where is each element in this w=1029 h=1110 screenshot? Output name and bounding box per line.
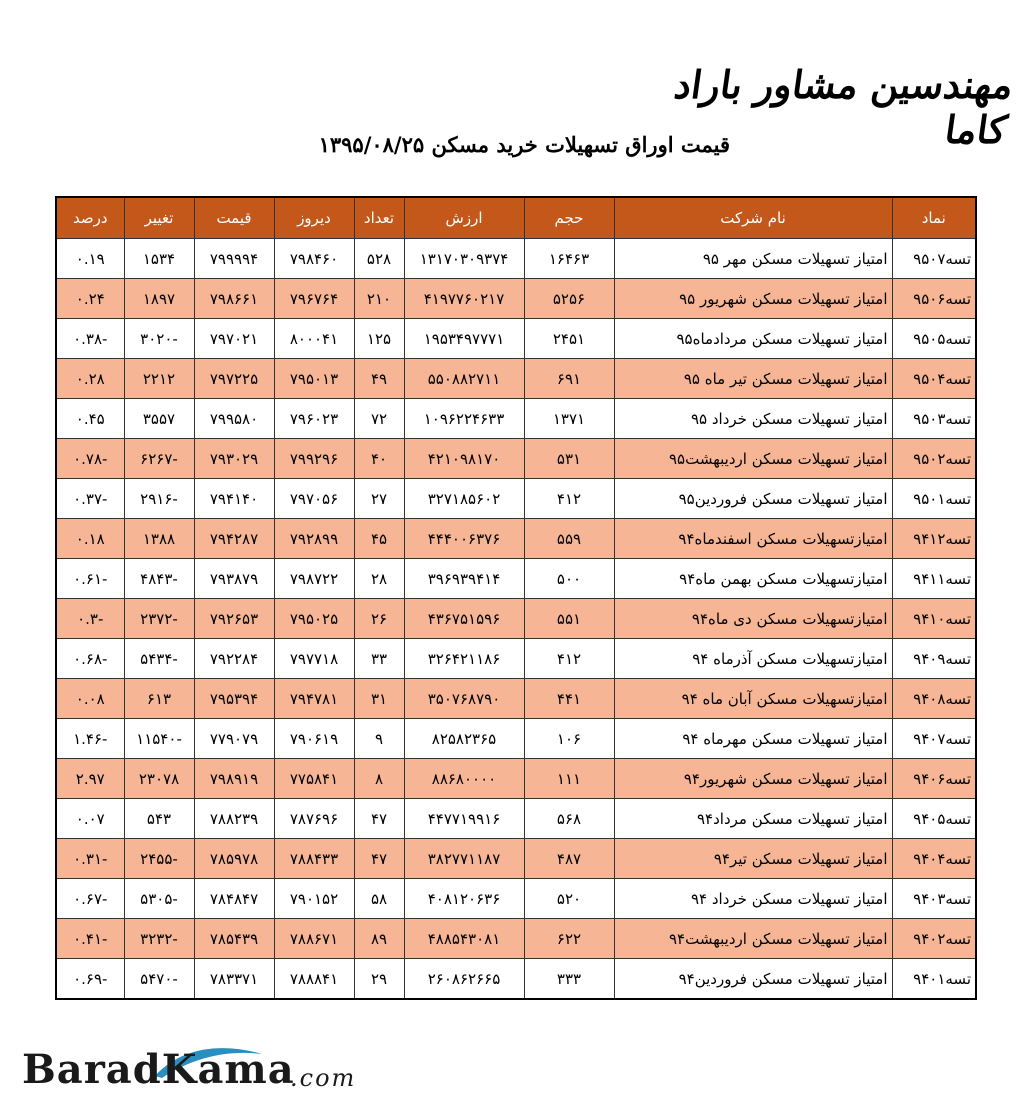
yesterday-cell: ۷۸۷۶۹۶ — [274, 799, 354, 839]
table-row — [56, 919, 976, 959]
percent-cell: -۰.۳ — [56, 599, 124, 639]
change-cell: -۱۱۵۴۰ — [124, 719, 194, 759]
price-cell: ۷۹۹۹۹۴ — [194, 239, 274, 279]
price-cell: ۷۸۳۳۷۱ — [194, 959, 274, 1000]
count-cell: ۳۳ — [354, 639, 404, 679]
percent-cell: -۰.۶۹ — [56, 959, 124, 1000]
volume-cell: ۳۳۳ — [524, 959, 614, 1000]
value-cell: ۴۲۱۰۹۸۱۷۰ — [404, 439, 524, 479]
table-row — [56, 519, 976, 559]
volume-cell: ۴۴۱ — [524, 679, 614, 719]
table-row — [56, 319, 976, 359]
yesterday-cell: ۷۹۴۷۸۱ — [274, 679, 354, 719]
table-row — [56, 799, 976, 839]
yesterday-cell: ۷۸۸۸۴۱ — [274, 959, 354, 1000]
count-cell: ۲۶ — [354, 599, 404, 639]
volume-cell: ۲۴۵۱ — [524, 319, 614, 359]
count-cell: ۴۹ — [354, 359, 404, 399]
price-cell: ۷۹۵۳۹۴ — [194, 679, 274, 719]
yesterday-cell: ۷۹۲۸۹۹ — [274, 519, 354, 559]
percent-cell: ۰.۲۸ — [56, 359, 124, 399]
count-cell: ۵۲۸ — [354, 239, 404, 279]
column-header: درصد — [56, 197, 124, 239]
value-cell: ۳۹۶۹۳۹۴۱۴ — [404, 559, 524, 599]
volume-cell: ۱۳۷۱ — [524, 399, 614, 439]
table-row — [56, 479, 976, 519]
change-cell: -۲۴۵۵ — [124, 839, 194, 879]
table-row — [56, 559, 976, 599]
symbol-cell: تسه۹۵۰۵ — [892, 319, 976, 359]
percent-cell: ۰.۰۷ — [56, 799, 124, 839]
logo-domain: .com — [290, 1064, 357, 1092]
table-row — [56, 679, 976, 719]
symbol-cell: تسه۹۴۱۰ — [892, 599, 976, 639]
price-cell: ۷۹۷۲۲۵ — [194, 359, 274, 399]
name-cell: امتیازتسهیلات مسکن اسفندماه۹۴ — [614, 519, 892, 559]
value-cell: ۴۱۹۷۷۶۰۲۱۷ — [404, 279, 524, 319]
name-cell: امتیاز تسهیلات مسکن فروردین۹۵ — [614, 479, 892, 519]
percent-cell: -۰.۶۱ — [56, 559, 124, 599]
price-cell: ۷۹۴۲۸۷ — [194, 519, 274, 559]
change-cell: ۳۵۵۷ — [124, 399, 194, 439]
value-cell: ۳۸۲۷۷۱۱۸۷ — [404, 839, 524, 879]
percent-cell: -۰.۳۱ — [56, 839, 124, 879]
price-cell: ۷۹۲۶۵۳ — [194, 599, 274, 639]
table-row — [56, 879, 976, 919]
name-cell: امتیاز تسهیلات مسکن مهرماه ۹۴ — [614, 719, 892, 759]
count-cell: ۳۱ — [354, 679, 404, 719]
value-cell: ۳۵۰۷۶۸۷۹۰ — [404, 679, 524, 719]
table-row — [56, 599, 976, 639]
yesterday-cell: ۸۰۰۰۴۱ — [274, 319, 354, 359]
percent-cell: -۱.۴۶ — [56, 719, 124, 759]
symbol-cell: تسه۹۴۰۵ — [892, 799, 976, 839]
price-cell: ۷۹۴۱۴۰ — [194, 479, 274, 519]
change-cell: -۲۳۷۲ — [124, 599, 194, 639]
price-cell: ۷۸۴۸۴۷ — [194, 879, 274, 919]
volume-cell: ۴۸۷ — [524, 839, 614, 879]
column-header: حجم — [524, 197, 614, 239]
volume-cell: ۶۹۱ — [524, 359, 614, 399]
count-cell: ۴۷ — [354, 839, 404, 879]
column-header: ارزش — [404, 197, 524, 239]
yesterday-cell: ۷۸۸۶۷۱ — [274, 919, 354, 959]
volume-cell: ۵۵۱ — [524, 599, 614, 639]
name-cell: امتیاز تسهیلات مسکن خرداد ۹۴ — [614, 879, 892, 919]
count-cell: ۴۰ — [354, 439, 404, 479]
column-header: تغییر — [124, 197, 194, 239]
value-cell: ۵۵۰۸۸۲۷۱۱ — [404, 359, 524, 399]
page-title: قیمت اوراق تسهیلات خرید مسکن ۱۳۹۵/۰۸/۲۵ — [318, 132, 730, 157]
percent-cell: -۰.۴۱ — [56, 919, 124, 959]
value-cell: ۸۲۵۸۲۳۶۵ — [404, 719, 524, 759]
symbol-cell: تسه۹۵۰۳ — [892, 399, 976, 439]
price-cell: ۷۸۵۹۷۸ — [194, 839, 274, 879]
table-row — [56, 439, 976, 479]
value-cell: ۴۴۴۰۰۶۳۷۶ — [404, 519, 524, 559]
yesterday-cell: ۷۹۶۷۶۴ — [274, 279, 354, 319]
change-cell: ۲۳۰۷۸ — [124, 759, 194, 799]
volume-cell: ۱۶۴۶۳ — [524, 239, 614, 279]
value-cell: ۴۸۸۵۴۳۰۸۱ — [404, 919, 524, 959]
volume-cell: ۱۱۱ — [524, 759, 614, 799]
volume-cell: ۵۳۱ — [524, 439, 614, 479]
value-cell: ۲۶۰۸۶۲۶۶۵ — [404, 959, 524, 1000]
percent-cell: -۰.۷۸ — [56, 439, 124, 479]
percent-cell: -۰.۶۸ — [56, 639, 124, 679]
baradkama-logo — [22, 1046, 362, 1096]
yesterday-cell: ۷۸۸۴۳۳ — [274, 839, 354, 879]
name-cell: امتیاز تسهیلات مسکن اردیبهشت۹۴ — [614, 919, 892, 959]
value-cell: ۱۳۱۷۰۳۰۹۳۷۴ — [404, 239, 524, 279]
value-cell: ۳۲۶۴۲۱۱۸۶ — [404, 639, 524, 679]
value-cell: ۸۸۶۸۰۰۰۰ — [404, 759, 524, 799]
yesterday-cell: ۷۹۸۴۶۰ — [274, 239, 354, 279]
change-cell: ۱۵۳۴ — [124, 239, 194, 279]
volume-cell: ۱۰۶ — [524, 719, 614, 759]
count-cell: ۴۷ — [354, 799, 404, 839]
percent-cell: -۰.۶۷ — [56, 879, 124, 919]
volume-cell: ۶۲۲ — [524, 919, 614, 959]
column-header: دیروز — [274, 197, 354, 239]
percent-cell: ۰.۰۸ — [56, 679, 124, 719]
table-row — [56, 639, 976, 679]
count-cell: ۲۸ — [354, 559, 404, 599]
table-row — [56, 279, 976, 319]
count-cell: ۲۷ — [354, 479, 404, 519]
table-body — [56, 239, 976, 1000]
count-cell: ۲۹ — [354, 959, 404, 1000]
price-cell: ۷۹۷۰۲۱ — [194, 319, 274, 359]
table-header-row — [56, 197, 976, 239]
count-cell: ۴۵ — [354, 519, 404, 559]
volume-cell: ۴۱۲ — [524, 639, 614, 679]
table-row — [56, 959, 976, 1000]
change-cell: -۳۲۳۲ — [124, 919, 194, 959]
yesterday-cell: ۷۹۷۷۱۸ — [274, 639, 354, 679]
change-cell: -۳۰۲۰ — [124, 319, 194, 359]
symbol-cell: تسه۹۴۰۳ — [892, 879, 976, 919]
percent-cell: ۰.۴۵ — [56, 399, 124, 439]
yesterday-cell: ۷۹۹۲۹۶ — [274, 439, 354, 479]
volume-cell: ۵۰۰ — [524, 559, 614, 599]
change-cell: -۴۸۴۳ — [124, 559, 194, 599]
name-cell: امتیازتسهیلات مسکن آذرماه ۹۴ — [614, 639, 892, 679]
price-cell: ۷۸۵۴۳۹ — [194, 919, 274, 959]
symbol-cell: تسه۹۴۰۹ — [892, 639, 976, 679]
change-cell: -۶۲۶۷ — [124, 439, 194, 479]
symbol-cell: تسه۹۴۱۲ — [892, 519, 976, 559]
change-cell: ۶۱۳ — [124, 679, 194, 719]
price-table — [55, 196, 977, 1000]
yesterday-cell: ۷۹۰۶۱۹ — [274, 719, 354, 759]
yesterday-cell: ۷۹۶۰۲۳ — [274, 399, 354, 439]
change-cell: ۵۴۳ — [124, 799, 194, 839]
symbol-cell: تسه۹۴۰۸ — [892, 679, 976, 719]
value-cell: ۴۳۶۷۵۱۵۹۶ — [404, 599, 524, 639]
change-cell: ۱۸۹۷ — [124, 279, 194, 319]
name-cell: امتیازتسهیلات مسکن بهمن ماه۹۴ — [614, 559, 892, 599]
change-cell: -۵۳۰۵ — [124, 879, 194, 919]
value-cell: ۱۰۹۶۲۲۴۶۳۳ — [404, 399, 524, 439]
name-cell: امتیاز تسهیلات مسکن مردادماه۹۵ — [614, 319, 892, 359]
price-cell: ۷۹۸۶۶۱ — [194, 279, 274, 319]
change-cell: ۲۲۱۲ — [124, 359, 194, 399]
count-cell: ۹ — [354, 719, 404, 759]
value-cell: ۱۹۵۳۴۹۷۷۷۱ — [404, 319, 524, 359]
percent-cell: ۰.۱۸ — [56, 519, 124, 559]
change-cell: ۱۳۸۸ — [124, 519, 194, 559]
name-cell: امتیاز تسهیلات مسکن فروردین۹۴ — [614, 959, 892, 1000]
count-cell: ۵۸ — [354, 879, 404, 919]
yesterday-cell: ۷۷۵۸۴۱ — [274, 759, 354, 799]
symbol-cell: تسه۹۵۰۶ — [892, 279, 976, 319]
volume-cell: ۵۲۰ — [524, 879, 614, 919]
percent-cell: ۰.۲۴ — [56, 279, 124, 319]
count-cell: ۱۲۵ — [354, 319, 404, 359]
name-cell: امتیاز تسهیلات مسکن تیر ماه ۹۵ — [614, 359, 892, 399]
symbol-cell: تسه۹۴۱۱ — [892, 559, 976, 599]
symbol-cell: تسه۹۵۰۴ — [892, 359, 976, 399]
name-cell: امتیازتسهیلات مسکن دی ماه۹۴ — [614, 599, 892, 639]
symbol-cell: تسه۹۴۰۲ — [892, 919, 976, 959]
name-cell: امتیاز تسهیلات مسکن شهریور۹۴ — [614, 759, 892, 799]
brand-title: مهندسین مشاور باراد کاما — [671, 62, 1017, 152]
price-cell: ۷۹۳۸۷۹ — [194, 559, 274, 599]
change-cell: -۵۴۷۰ — [124, 959, 194, 1000]
name-cell: امتیاز تسهیلات مسکن خرداد ۹۵ — [614, 399, 892, 439]
price-cell: ۷۹۳۰۲۹ — [194, 439, 274, 479]
symbol-cell: تسه۹۴۰۱ — [892, 959, 976, 1000]
value-cell: ۳۲۷۱۸۵۶۰۲ — [404, 479, 524, 519]
volume-cell: ۵۵۹ — [524, 519, 614, 559]
symbol-cell: تسه۹۴۰۶ — [892, 759, 976, 799]
count-cell: ۲۱۰ — [354, 279, 404, 319]
symbol-cell: تسه۹۴۰۷ — [892, 719, 976, 759]
price-cell: ۷۹۸۹۱۹ — [194, 759, 274, 799]
symbol-cell: تسه۹۴۰۴ — [892, 839, 976, 879]
column-header: تعداد — [354, 197, 404, 239]
price-cell: ۷۹۹۵۸۰ — [194, 399, 274, 439]
count-cell: ۸ — [354, 759, 404, 799]
table-row — [56, 759, 976, 799]
logo-text: BaradKama — [22, 1046, 295, 1093]
price-cell: ۷۹۲۲۸۴ — [194, 639, 274, 679]
name-cell: امتیاز تسهیلات مسکن اردیبهشت۹۵ — [614, 439, 892, 479]
table-row — [56, 719, 976, 759]
yesterday-cell: ۷۹۵۰۲۵ — [274, 599, 354, 639]
percent-cell: -۰.۳۸ — [56, 319, 124, 359]
volume-cell: ۴۱۲ — [524, 479, 614, 519]
yesterday-cell: ۷۹۰۱۵۲ — [274, 879, 354, 919]
yesterday-cell: ۷۹۷۰۵۶ — [274, 479, 354, 519]
name-cell: امتیازتسهیلات مسکن آبان ماه ۹۴ — [614, 679, 892, 719]
table-row — [56, 359, 976, 399]
price-cell: ۷۷۹۰۷۹ — [194, 719, 274, 759]
price-cell: ۷۸۸۲۳۹ — [194, 799, 274, 839]
column-header: قیمت — [194, 197, 274, 239]
percent-cell: ۲.۹۷ — [56, 759, 124, 799]
symbol-cell: تسه۹۵۰۱ — [892, 479, 976, 519]
count-cell: ۸۹ — [354, 919, 404, 959]
symbol-cell: تسه۹۵۰۲ — [892, 439, 976, 479]
volume-cell: ۵۲۵۶ — [524, 279, 614, 319]
yesterday-cell: ۷۹۵۰۱۳ — [274, 359, 354, 399]
count-cell: ۷۲ — [354, 399, 404, 439]
change-cell: -۵۴۳۴ — [124, 639, 194, 679]
value-cell: ۴۰۸۱۲۰۶۳۶ — [404, 879, 524, 919]
volume-cell: ۵۶۸ — [524, 799, 614, 839]
yesterday-cell: ۷۹۸۷۲۲ — [274, 559, 354, 599]
name-cell: امتیاز تسهیلات مسکن مرداد۹۴ — [614, 799, 892, 839]
table-row — [56, 839, 976, 879]
name-cell: امتیاز تسهیلات مسکن مهر ۹۵ — [614, 239, 892, 279]
name-cell: امتیاز تسهیلات مسکن تیر۹۴ — [614, 839, 892, 879]
table-row — [56, 399, 976, 439]
change-cell: -۲۹۱۶ — [124, 479, 194, 519]
symbol-cell: تسه۹۵۰۷ — [892, 239, 976, 279]
percent-cell: -۰.۳۷ — [56, 479, 124, 519]
price-table-container — [55, 196, 975, 1000]
table-row — [56, 239, 976, 279]
name-cell: امتیاز تسهیلات مسکن شهریور ۹۵ — [614, 279, 892, 319]
column-header: نماد — [892, 197, 976, 239]
value-cell: ۴۴۷۷۱۹۹۱۶ — [404, 799, 524, 839]
column-header: نام شرکت — [614, 197, 892, 239]
percent-cell: ۰.۱۹ — [56, 239, 124, 279]
